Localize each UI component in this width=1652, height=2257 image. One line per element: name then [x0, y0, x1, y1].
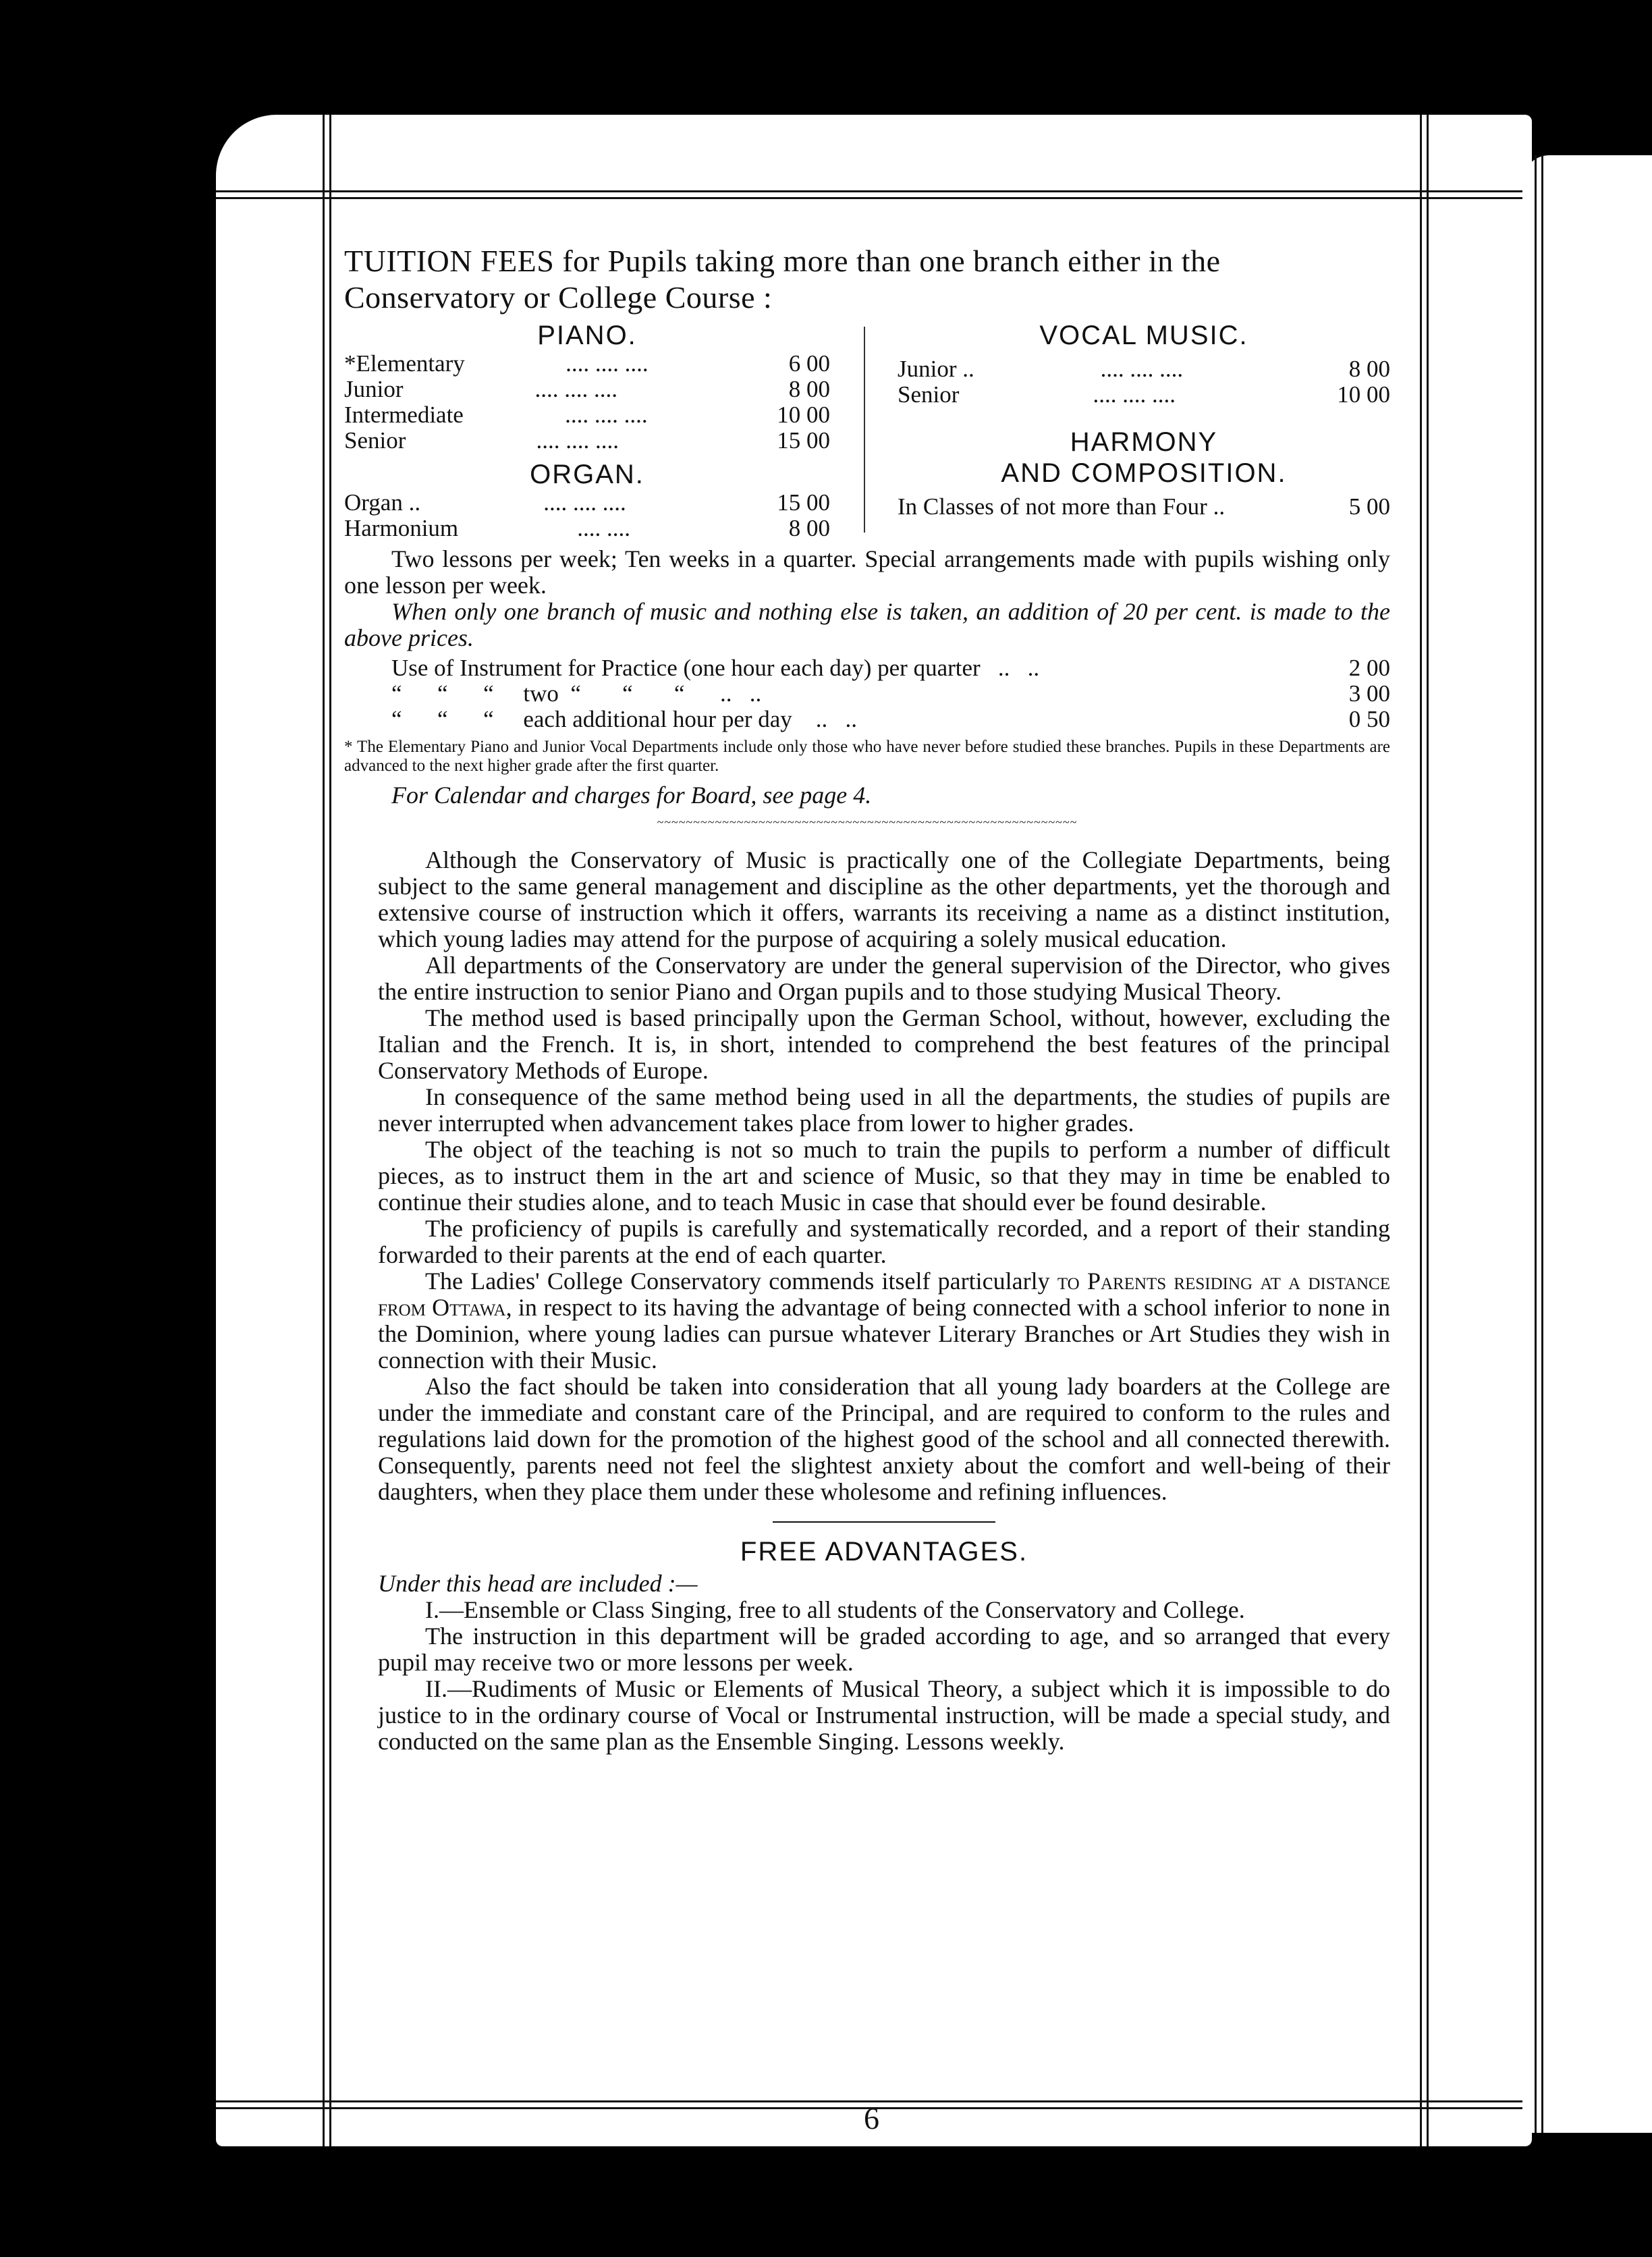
footnote: * The Elementary Piano and Junior Vocal Departments include only those who have never before studied these branches. Pupils in these Departments are advanced to the next higher grade after the first quarter.: [344, 738, 1390, 775]
ornamental-rule: ~~~~~~~~~~~~~~~~~~~~~~~~~~~~~~~~~~~~~~~~~~~~~~~~~~~~~~~~~~: [657, 815, 1078, 829]
tuition-heading: TUITION FEES for Pupils taking more than one branch either in the Conservatory or College Course :: [344, 244, 1221, 315]
border-line-left-inner: [329, 115, 331, 2146]
fee-tables: [344, 320, 1390, 539]
fee-row: [344, 377, 830, 402]
practice-price: 2 00: [1348, 655, 1390, 681]
fee-row: [898, 494, 1390, 520]
fee-dots: .... .... ....: [565, 402, 648, 428]
column-divider: [864, 327, 865, 533]
fee-dots: .... ....: [577, 515, 630, 541]
paragraph: Also the fact should be taken into consideration that all young lady boarders at the College are under the immediate and constant care of the Principal, and are required to conform to the rules and regulations laid down for the promotion of the highest good of the school and all connected therewith. Consequently, parents need not feel the slightest anxiety about the comfort and well-being of their daughters, when they place them under these wholesome and refining influences.: [378, 1373, 1390, 1505]
fee-row: [344, 516, 830, 541]
vocal-music-title: VOCAL MUSIC.: [1039, 321, 1248, 350]
fee-dots: .... .... ....: [566, 350, 649, 377]
free-item: I.—Ensemble or Class Singing, free to all students of the Conservatory and College.: [425, 1596, 1245, 1623]
addition-paragraph: When only one branch of music and nothing else is taken, an addition of 20 per cent. is made to the above prices.: [344, 598, 1390, 651]
fee-label: Senior: [898, 381, 960, 408]
fee-price: 15 00: [777, 427, 830, 454]
fee-row: [344, 351, 830, 377]
harmony-title: HARMONY: [1070, 427, 1218, 457]
fee-label: Junior ..: [898, 356, 974, 382]
paragraph: The method used is based principally upon the German School, without, however, excluding the Italian and the French. It is, in short, intended to comprehend the best features of the principal Conservatory Methods of Europe.: [378, 1004, 1390, 1084]
border-line-right-inner: [1420, 115, 1422, 2146]
border-line-left-outer: [323, 115, 325, 2146]
paragraph: The proficiency of pupils is carefully and systematically recorded, and a report of their standing forwarded to their parents at the end of each quarter.: [378, 1215, 1390, 1268]
fee-label: *Elementary: [344, 350, 465, 377]
border-line-top-inner: [216, 197, 1532, 199]
fee-dots: .... .... ....: [536, 427, 619, 454]
practice-label: “ “ “ each additional hour per day .. ..: [391, 706, 858, 732]
adjacent-border-line: [1541, 155, 1543, 2133]
fee-price: 8 00: [788, 515, 830, 541]
fee-dots: .... .... ....: [534, 376, 617, 402]
fee-price: 5 00: [1348, 493, 1390, 520]
adjacent-page-edge: [1522, 155, 1652, 2133]
fee-price: 10 00: [777, 402, 830, 428]
fee-label: Intermediate: [344, 402, 464, 428]
piano-title: PIANO.: [537, 321, 637, 350]
free-advantages-title: FREE ADVANTAGES.: [740, 1537, 1028, 1567]
free-item: II.—Rudiments of Music or Elements of Musical Theory, a subject which it is impossible to do justice to in the ordinary course of Vocal or Instrumental instruction, will be made a special study, and conducted on the same plan as the Ensemble Singing. Lessons weekly.: [378, 1675, 1390, 1755]
adjacent-border-line: [1535, 155, 1537, 2133]
practice-price: 3 00: [1348, 680, 1390, 707]
fee-price: 15 00: [777, 489, 830, 516]
fee-column-left: [344, 320, 830, 541]
free-advantages-intro: Under this head are included :—: [378, 1570, 698, 1597]
paragraph-small-caps: to Parents residing at a distance from Ottawa,: [378, 1268, 1390, 1321]
conservatory-text: [344, 847, 1390, 1755]
page-number: 6: [864, 2101, 879, 2136]
fee-price: 8 00: [788, 376, 830, 402]
fee-label: In Classes of not more than Four ..: [898, 493, 1226, 520]
organ-title: ORGAN.: [530, 460, 644, 489]
border-line-top-outer: [216, 190, 1532, 192]
paragraph-text: in respect to its having the advantage of being connected with a school inferior to none in the Dominion, where young ladies can pursue whatever Literary Branches or Art Studies they wish in connection with their Music.: [378, 1294, 1390, 1374]
fee-row: [344, 490, 830, 516]
practice-fees: [344, 655, 1390, 732]
practice-label: Use of Instrument for Practice (one hour each day) per quarter .. ..: [391, 655, 1040, 681]
section-rule: [773, 1521, 995, 1523]
fee-row: [898, 356, 1390, 382]
fee-label: Organ ..: [344, 489, 421, 516]
fee-row: [344, 402, 830, 428]
fee-label: Junior: [344, 376, 404, 402]
border-line-right-outer: [1427, 115, 1429, 2146]
fee-dots: .... .... ....: [1093, 381, 1176, 408]
fee-row: [344, 428, 830, 454]
lessons-paragraph: Two lessons per week; Ten weeks in a quarter. Special arrangements made with pupils wishing only one lesson per week.: [344, 545, 1390, 599]
fee-price: 8 00: [1348, 356, 1390, 382]
fee-label: Senior: [344, 427, 406, 454]
calendar-note: For Calendar and charges for Board, see page 4.: [391, 782, 872, 809]
fee-label: Harmonium: [344, 515, 459, 541]
fee-dots: .... .... ....: [543, 489, 626, 516]
composition-title: AND COMPOSITION.: [1001, 458, 1287, 488]
page-content: [344, 243, 1390, 1755]
paragraph: Although the Conservatory of Music is practically one of the Collegiate Departments, being subject to the same general management and discipline as the other departments, yet the thorough and extensive course of instruction which it offers, warrants its receiving a name as a distinct institution, which young ladies may attend for the purpose of acquiring a solely musical education.: [378, 846, 1390, 952]
paragraph: In consequence of the same method being used in all the departments, the studies of pupils are never interrupted when advancement takes place from lower to higher grades.: [378, 1083, 1390, 1137]
fee-row: [898, 382, 1390, 408]
practice-price: 0 50: [1348, 706, 1390, 732]
paragraph-text: The Ladies' College Conservatory commends itself particularly: [425, 1268, 1050, 1295]
paragraph: All departments of the Conservatory are under the general supervision of the Director, who gives the entire instruction to senior Piano and Organ pupils and to those studying Musical Theory.: [378, 952, 1390, 1005]
paragraph: The object of the teaching is not so much to train the pupils to perform a number of difficult pieces, as to instruct them in the art and science of Music, so that they may in time be enabled to continue their studies alone, and to teach Music in case that should ever be found desirable.: [378, 1136, 1390, 1216]
fee-column-right: [898, 320, 1390, 520]
practice-label: “ “ “ two “ “ “ .. ..: [391, 680, 762, 707]
fee-price: 6 00: [788, 350, 830, 377]
fee-dots: .... .... ....: [1100, 356, 1184, 382]
paragraph-ladies-college: [378, 1268, 1390, 1374]
free-item: The instruction in this department will be graded according to age, and so arranged that every pupil may receive two or more lessons per week.: [378, 1623, 1390, 1676]
fee-price: 10 00: [1337, 381, 1390, 408]
